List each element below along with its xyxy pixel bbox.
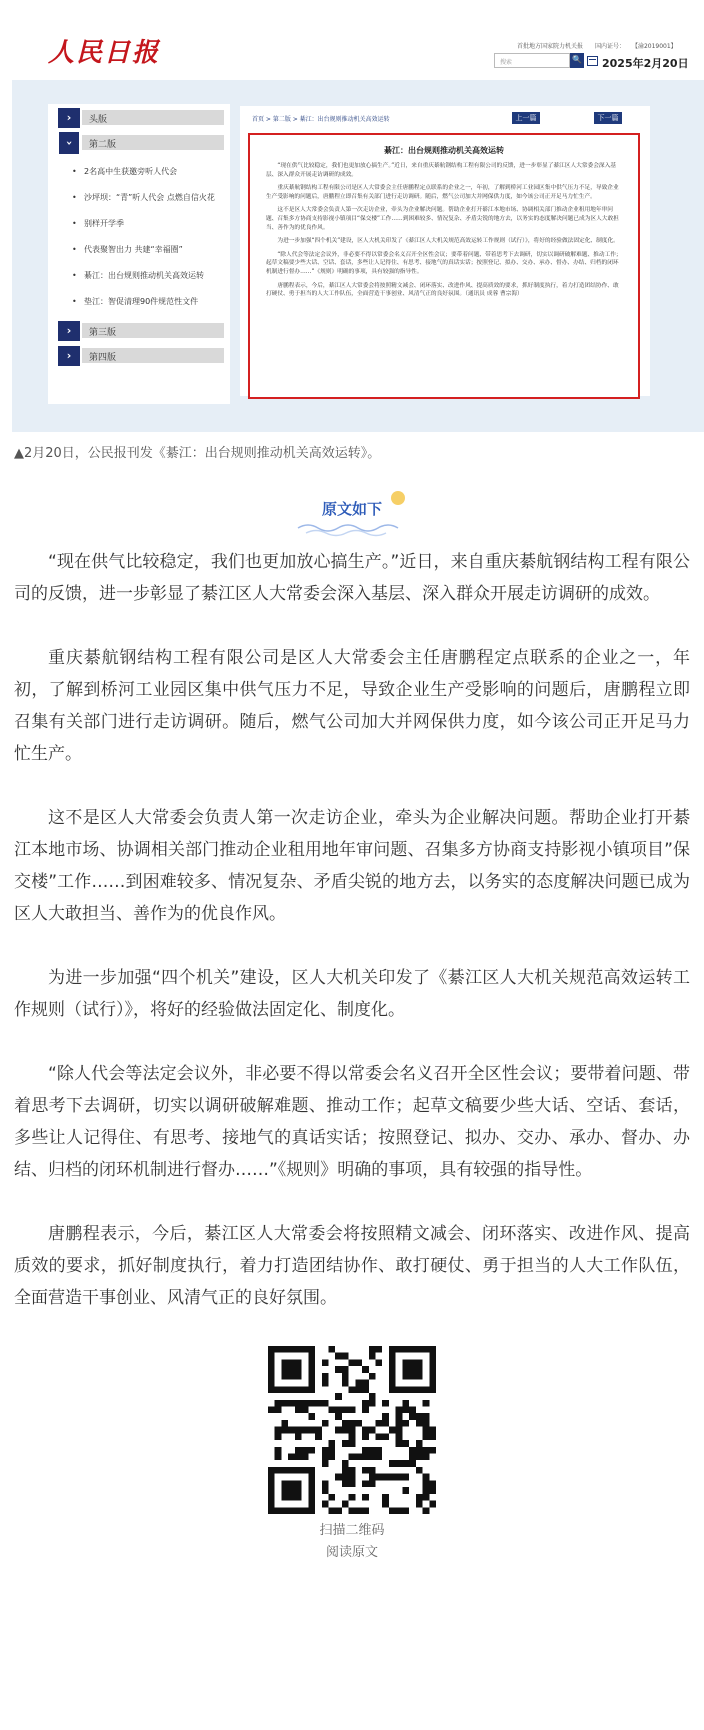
body-paragraph: 这不是区人大常委会负责人第一次走访企业，牵头为企业解决问题。帮助企业打开綦江本地市场、协调相关部门推动企业租用地年审问题、召集多方协商支持影视小镇项目”保交楼”工作……到困难较多、情况复杂、矛盾尖锐的地方去，以务实的态度解决问题已成为区人大敢担当、善作为的优良作风。 (14, 808, 690, 924)
section-toggle-2[interactable] (48, 132, 230, 154)
body-paragraph: 为进一步加强“四个机关”建设，区人大机关印发了《綦江区人大机关规范高效运转工作规则（试行）》，将好的经验做法固定化、制度化。 (14, 968, 690, 1020)
section-toggle-1[interactable] (48, 107, 230, 129)
article-viewer (240, 106, 650, 396)
search-button[interactable] (570, 53, 584, 68)
original-text-heading (0, 480, 704, 546)
section-label: 头版 (82, 110, 224, 125)
chevron-right-icon: › (58, 108, 80, 128)
body-paragraph: “现在供气比较稳定，我们也更加放心搞生产。”近日，来自重庆綦航钢结构工程有限公司的反馈，进一步彰显了綦江区人大常委会深入基层、深入群众开展走访调研的成效。 (14, 552, 690, 604)
article-link[interactable]: • 垫江：智促清理90件规范性文件 (58, 289, 224, 315)
section-label: 第二版 (82, 135, 224, 150)
breadcrumb[interactable]: 首页 > 第二版 > 綦江：出台规则推动机关高效运转 (252, 116, 390, 123)
article-paragraph: 唐鹏程表示，今后，綦江区人大常委会将按照精文减会、闭环落实、改进作风、提高质效的要求，抓好制度执行，着力打造团结协作、敢打硬仗、勇于担当的人大工作队伍，全面营造干事创业、风清气正的良好氛围。（通讯员 成蓉 曹宗海） (266, 282, 619, 298)
chevron-right-icon: › (58, 346, 80, 366)
issn-label: 国内证号： (594, 43, 625, 50)
heading-title: 原文如下 (321, 500, 382, 518)
qr-section (0, 1346, 704, 1564)
image-caption: ▲2月20日，公民报刊发《綦江：出台规则推动机关高效运转》。 (14, 446, 381, 461)
article-link[interactable]: • 綦江：出台规则推动机关高效运转 (58, 263, 224, 289)
qr-code[interactable] (268, 1346, 436, 1514)
agency-text: 首批地方国家院力机关报 (517, 43, 584, 50)
body-paragraph: “除人代会等法定会议外，非必要不得以常委会名义召开全区性会议；要带着问题、带着思考下去调研，切实以调研破解难题、推动工作；起草文稿要少些大话、空话、套话，多些让人记得住、有思考、接地气的真话实话；按照登记、拟办、交办、承办、督办、办结、归档的闭环机制进行督办……”《规则》明确的事项，具有较强的指导性。 (14, 1064, 690, 1180)
article-link[interactable]: • 代表聚智出力 共建“幸福圈” (58, 237, 224, 263)
article-paragraph: “除人代会等法定会议外，非必要不得以常委会名义召开全区性会议；要带着问题、带着思考下去调研，切实以调研破解难题、推动工作；起草文稿要少些大话、空话、套话，多些让人记得住、有思考、接地气的真话实话；按照登记、拟办、交办、承办、督办、办结、归档的闭环机制进行督办……”《规则》明确的事项，具有较强的指导性。 (266, 251, 622, 275)
article-body (0, 546, 704, 1314)
article-link[interactable]: • 2名高中生获邀旁听人代会 (58, 159, 224, 185)
newspaper-logo: 人民日报 (48, 38, 161, 68)
chevron-down-icon: › (59, 132, 79, 154)
article-title: 綦江：出台规则推动机关高效运转 (384, 146, 504, 155)
newspaper-screenshot (12, 0, 704, 432)
reader-area (12, 80, 704, 432)
article-link[interactable]: • 沙坪坝：“青”听人代会 点燃自信火花 (58, 185, 224, 211)
search-icon: 🔍 (572, 55, 582, 64)
body-paragraph: 唐鹏程表示，今后，綦江区人大常委会将按照精文减会、闭环落实、改进作风、提高质效的要求，抓好制度执行，着力打造团结协作、敢打硬仗、勇于担当的人大工作队伍，全面营造干事创业、风清气正的良好氛围。 (14, 1224, 690, 1308)
next-article-button[interactable]: 下一篇 (594, 112, 622, 124)
section-toggle-3[interactable] (48, 320, 230, 342)
highlighted-article (248, 133, 640, 399)
edition-sidebar (48, 104, 230, 404)
section-label: 第四版 (82, 348, 224, 363)
article-paragraph: 重庆綦航钢结构工程有限公司是区人大常委会主任唐鹏程定点联系的企业之一，年初，了解到桥河工业园区集中供气压力不足，导致企业生产受影响的问题后，唐鹏程立即召集有关部门进行走访调研。随后，燃气公司加大并网保供力度，如今该公司正开足马力忙生产。 (266, 185, 619, 200)
issn-value: 【渝2019001】 (634, 43, 677, 50)
article-paragraph: “现在供气比较稳定，我们也更加放心搞生产。”近日，来自重庆綦航钢结构工程有限公司的反馈，进一步彰显了綦江区人大常委会深入基层、深入群众开展走访调研的成效。 (266, 163, 616, 178)
site-header (12, 0, 704, 80)
article-paragraph: 为进一步加强“四个机关”建设，区人大机关印发了《綦江区人大机关规范高效运转工作规则（试行）》，将好的经验做法固定化、制度化。 (277, 238, 619, 245)
wave-decoration-icon (296, 520, 404, 538)
issue-date: 2025年2月20日 (602, 57, 689, 70)
search-input[interactable]: 搜索 (494, 53, 570, 68)
chevron-right-icon: › (58, 321, 80, 341)
qr-caption-line2: 阅读原文 (325, 1545, 378, 1560)
section-label: 第三版 (82, 323, 224, 338)
calendar-icon[interactable] (587, 56, 598, 66)
section-2-articles (48, 157, 230, 317)
article-link[interactable]: • 别样开学季 (58, 211, 224, 237)
prev-article-button[interactable]: 上一篇 (512, 112, 540, 124)
qr-caption-line1: 扫描二维码 (319, 1523, 385, 1538)
section-toggle-4[interactable] (48, 345, 230, 367)
publication-meta (517, 41, 687, 50)
body-paragraph: 重庆綦航钢结构工程有限公司是区人大常委会主任唐鹏程定点联系的企业之一，年初，了解到桥河工业园区集中供气压力不足，导致企业生产受影响的问题后，唐鹏程立即召集有关部门进行走访调研。随后，燃气公司加大并网保供力度，如今该公司正开足马力忙生产。 (14, 648, 690, 764)
article-paragraph: 这不是区人大常委会负责人第一次走访企业，牵头为企业解决问题。帮助企业打开綦江本地市场、协调相关部门推动企业租用地年审问题、召集多方协商支持影视小镇项目“保交楼”工作……到困难较多、情况复杂、矛盾尖锐的地方去，以务实的态度解决问题已成为区人大敢担当、善作为的优良作风。 (266, 207, 619, 231)
